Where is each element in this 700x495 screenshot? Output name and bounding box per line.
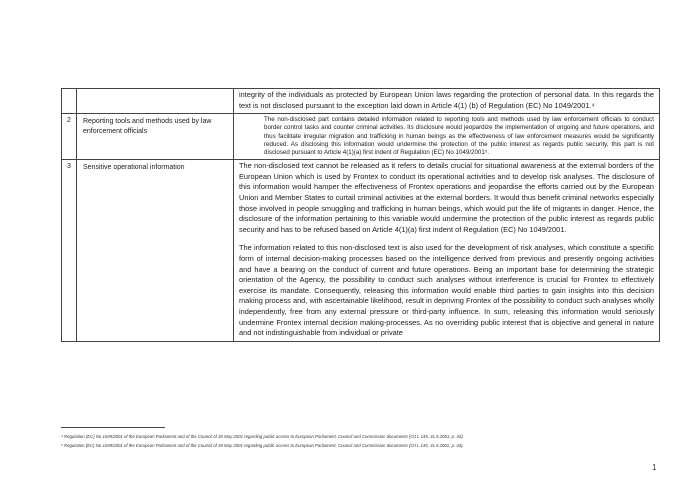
footnote-4: ⁴ Regulation (EC) No 1049/2001 of the European Parliament and of the Council of 30 May 2001 regarding public access to European Parliament, Council and Commission documents (OJ L 145, 31.5.2001, p. 43).	[61, 434, 464, 439]
row-number-cell: 3	[62, 160, 77, 342]
row-text-cell	[234, 114, 660, 160]
table-row	[62, 114, 660, 160]
row-label-cell	[77, 89, 234, 114]
row-text-cell	[234, 160, 660, 342]
footnote-5: ⁵ Regulation (EC) No 1049/2001 of the European Parliament and of the Council of 30 May 2001 regarding public access to European Parliament, Council and Commission documents (OJ L 145, 31.5.2001, p. 43).	[61, 443, 464, 448]
row-text-cell	[234, 89, 660, 114]
footnote-divider	[61, 427, 165, 428]
row-paragraph: The information related to this non-disclosed text is also used for the development of risk analyses, which constitute a specific form of internal decision-making processes based on the intelligence derived from previous and presently ongoing activities and have a bearing on the conduct of current and future operations. Being an important base for determining the strategic orientation of the Agency, the possibility to conduct such analyses without interference is crucial for Frontex to effectively exercise its mandate. Consequently, releasing this information would enable third parties to gain insights into this decision making process and, with ascertainable likelihood, result in depriving Frontex of the possibility to conduct such analyses wholly independently, free from any external pressure or third-party influence. In sum, releasing this information would seriously undermine Frontex internal decision making-processes. As no overriding public interest that is objective and general in nature and not indistinguishable from individual or private	[239, 243, 654, 338]
page-number: 1	[652, 463, 657, 472]
row-paragraph: The non-disclosed part contains detailed information related to reporting tools and methods used by law enforcement officials to conduct border control tasks and counter criminal activities. Its disclosure would jeopardize the implementation of ongoing and future operations, and thus facilitate irregular migration and trafficking in human beings as the effectiveness of law enforcement measures would be significantly reduced. As disclosing this information would undermine the protection of the public interest as regards public security, this part is not disclosed pursuant to Article 4(1)(a) first indent of Regulation (EC) No 1049/2001⁵.	[264, 116, 654, 156]
row-number-cell	[62, 89, 77, 114]
table-row	[62, 160, 660, 342]
row-number-cell: 2	[62, 114, 77, 160]
table-row	[62, 89, 660, 114]
row-paragraph: integrity of the individuals as protected by European Union laws regarding the protection of personal data. In this regards the text is not disclosed pursuant to the exception laid down in Article 4(1) (b) of Regulation (EC) No 1049/2001.⁴	[239, 90, 654, 110]
justification-table	[61, 88, 660, 342]
row-paragraph: The non-disclosed text cannot be released as it refers to details crucial for situational awareness at the external borders of the European Union which is used by Frontex to conduct its operational activities and to develop risk analyses. The disclosure of this information would hamper the effectiveness of Frontex operations and jeopardise the efforts carried out by the European Union and Member States to curtail criminal activities at the external borders. It would thus benefit criminal networks especially those involved in people smuggling and trafficking in human beings, which would put the life of migrants in danger. Hence, the disclosure of the information pertaining to this variable would undermine the protection of the public interest as regards public security and has to be refused based on Article 4(1)(a) first indent of Regulation (EC) No 1049/2001.	[239, 161, 654, 234]
row-label-cell: Sensitive operational information	[77, 160, 234, 342]
row-label-cell: Reporting tools and methods used by law enforcement officials	[77, 114, 234, 160]
